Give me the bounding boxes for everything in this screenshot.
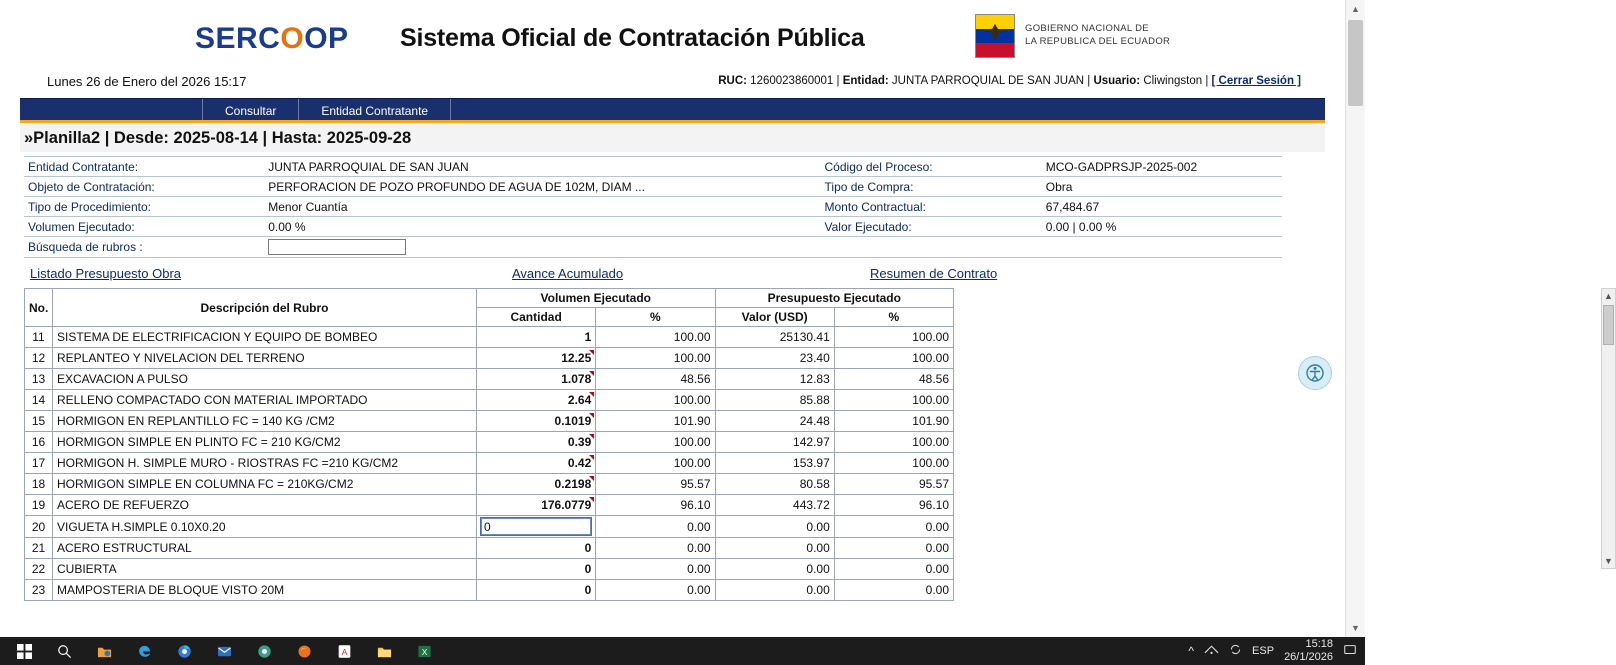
cell-descripcion: VIGUETA H.SIMPLE 0.10X0.20 bbox=[53, 516, 477, 538]
cell-pct-presupuesto: 101.90 bbox=[834, 411, 953, 432]
cell-pct-presupuesto: 100.00 bbox=[834, 432, 953, 453]
scroll-down-icon[interactable]: ▼ bbox=[1604, 556, 1613, 566]
header-group-volumen-ejecutado: Volumen Ejecutado bbox=[477, 289, 716, 308]
cell-descripcion: HORMIGON H. SIMPLE MURO - RIOSTRAS FC =210 KG/CM2 bbox=[53, 453, 477, 474]
table-scrollbar-thumb[interactable] bbox=[1603, 305, 1614, 345]
cell-cantidad-text: 1.078 bbox=[561, 372, 592, 386]
cell-cantidad-text: 12.25 bbox=[561, 351, 592, 365]
summary-value-2: Obra bbox=[1042, 177, 1282, 197]
modified-marker-icon bbox=[589, 455, 594, 460]
cantidad-input[interactable] bbox=[481, 518, 591, 535]
app-icon-excel[interactable] bbox=[404, 637, 444, 665]
rubros-table-body bbox=[25, 327, 954, 601]
table-row bbox=[25, 390, 954, 411]
taskbar-clock[interactable] bbox=[1284, 638, 1333, 663]
summary-label: Entidad Contratante: bbox=[24, 157, 264, 177]
cell-valor: 142.97 bbox=[715, 432, 834, 453]
cell-no: 14 bbox=[25, 390, 53, 411]
table-row bbox=[25, 411, 954, 432]
cell-valor: 0.00 bbox=[715, 559, 834, 580]
main-navigation bbox=[20, 98, 1325, 120]
cell-cantidad-text: 0.39 bbox=[567, 435, 592, 449]
cell-cantidad-text: 2.64 bbox=[567, 393, 592, 407]
clock-date: 26/1/2026 bbox=[1284, 651, 1333, 663]
summary-empty-label bbox=[821, 237, 1042, 258]
cell-descripcion: SISTEMA DE ELECTRIFICACION Y EQUIPO DE BOMBEO bbox=[53, 327, 477, 348]
cell-cantidad-text: 0.2198 bbox=[554, 477, 592, 491]
cell-pct-presupuesto: 100.00 bbox=[834, 453, 953, 474]
cell-pct-volumen: 0.00 bbox=[596, 580, 715, 601]
cell-cantidad[interactable] bbox=[477, 474, 596, 495]
government-emblem-block bbox=[975, 14, 1170, 58]
sync-icon[interactable] bbox=[1229, 643, 1242, 659]
header-valor-usd: Valor (USD) bbox=[715, 308, 834, 327]
header-pct-volumen: % bbox=[596, 308, 715, 327]
nav-item-consultar[interactable]: Consultar bbox=[202, 99, 299, 120]
summary-label-2: Valor Ejecutado: bbox=[821, 217, 1042, 237]
summary-row bbox=[24, 157, 1282, 177]
cell-no: 19 bbox=[25, 495, 53, 516]
cell-no: 23 bbox=[25, 580, 53, 601]
cell-pct-volumen: 101.90 bbox=[596, 411, 715, 432]
table-row bbox=[25, 432, 954, 453]
modified-marker-icon bbox=[589, 350, 594, 355]
table-row bbox=[25, 474, 954, 495]
user-value: Cliwingston bbox=[1143, 75, 1203, 87]
cell-cantidad[interactable]: 0 bbox=[477, 580, 596, 601]
planilla-title: »Planilla2 | Desde: 2025-08-14 | Hasta: 2025-09-28 bbox=[20, 123, 1325, 152]
app-icon-file-explorer[interactable] bbox=[364, 637, 404, 665]
cell-pct-presupuesto: 100.00 bbox=[834, 390, 953, 411]
network-icon[interactable] bbox=[1204, 644, 1219, 659]
app-icon-firefox[interactable] bbox=[284, 637, 324, 665]
cell-pct-presupuesto: 0.00 bbox=[834, 580, 953, 601]
table-row bbox=[25, 369, 954, 390]
cell-cantidad-editor[interactable] bbox=[477, 516, 596, 538]
cell-no: 12 bbox=[25, 348, 53, 369]
cell-cantidad-text: 0.42 bbox=[567, 456, 592, 470]
summary-empty-value bbox=[1042, 237, 1282, 258]
cell-valor: 85.88 bbox=[715, 390, 834, 411]
cell-valor: 0.00 bbox=[715, 580, 834, 601]
sercop-logo bbox=[195, 22, 349, 56]
logo-text-part1: SERC bbox=[195, 22, 281, 55]
user-session-info bbox=[718, 75, 1301, 87]
cell-valor: 0.00 bbox=[715, 538, 834, 559]
modified-marker-icon bbox=[589, 497, 594, 502]
cell-cantidad[interactable] bbox=[477, 369, 596, 390]
cell-pct-volumen: 0.00 bbox=[596, 538, 715, 559]
cell-no: 22 bbox=[25, 559, 53, 580]
cell-no: 15 bbox=[25, 411, 53, 432]
app-icon-adobe-reader[interactable] bbox=[324, 637, 364, 665]
cell-cantidad[interactable] bbox=[477, 390, 596, 411]
language-indicator[interactable]: ESP bbox=[1252, 645, 1275, 657]
table-row bbox=[25, 495, 954, 516]
table-row bbox=[25, 538, 954, 559]
cell-valor: 153.97 bbox=[715, 453, 834, 474]
cell-cantidad[interactable] bbox=[477, 495, 596, 516]
table-row bbox=[25, 580, 954, 601]
modified-marker-icon bbox=[589, 476, 594, 481]
page-scroll-down-icon[interactable]: ▼ bbox=[1351, 623, 1360, 633]
start-button-icon[interactable] bbox=[4, 637, 44, 665]
header-no: No. bbox=[25, 289, 53, 327]
summary-label: Objeto de Contratación: bbox=[24, 177, 264, 197]
notifications-icon[interactable] bbox=[1343, 643, 1357, 660]
cell-pct-volumen: 100.00 bbox=[596, 453, 715, 474]
summary-label-2: Monto Contractual: bbox=[821, 197, 1042, 217]
app-icon-chrome-teal[interactable] bbox=[244, 637, 284, 665]
cell-descripcion: RELLENO COMPACTADO CON MATERIAL IMPORTADO bbox=[53, 390, 477, 411]
modified-marker-icon bbox=[589, 434, 594, 439]
site-header bbox=[20, 0, 1345, 74]
cell-valor: 23.40 bbox=[715, 348, 834, 369]
header-group-presupuesto-ejecutado: Presupuesto Ejecutado bbox=[715, 289, 954, 308]
cell-descripcion: ACERO ESTRUCTURAL bbox=[53, 538, 477, 559]
cell-descripcion: CUBIERTA bbox=[53, 559, 477, 580]
scroll-up-icon[interactable]: ▲ bbox=[1604, 291, 1613, 301]
table-header-group-row bbox=[25, 289, 954, 308]
cell-pct-presupuesto: 100.00 bbox=[834, 327, 953, 348]
sep-2: | bbox=[1087, 75, 1094, 87]
table-row bbox=[25, 516, 954, 538]
cell-descripcion: EXCAVACION A PULSO bbox=[53, 369, 477, 390]
logo-text-o1: O bbox=[280, 22, 305, 55]
rubros-table bbox=[24, 288, 954, 601]
summary-value: PERFORACION DE POZO PROFUNDO DE AGUA DE 102M, DIAM ... bbox=[264, 177, 820, 197]
summary-label: Tipo de Procedimiento: bbox=[24, 197, 264, 217]
cell-valor: 12.83 bbox=[715, 369, 834, 390]
page-scrollbar-thumb[interactable] bbox=[1348, 20, 1363, 106]
rubro-search-label: Búsqueda de rubros : bbox=[24, 237, 264, 258]
svg-text:X: X bbox=[421, 646, 427, 657]
nav-item-entidad-contratante[interactable]: Entidad Contratante bbox=[299, 99, 451, 120]
cell-pct-presupuesto: 0.00 bbox=[834, 516, 953, 538]
logo-text-part2: P bbox=[328, 22, 349, 55]
ecuador-shield-icon bbox=[975, 14, 1015, 58]
cell-pct-volumen: 0.00 bbox=[596, 516, 715, 538]
cell-no: 11 bbox=[25, 327, 53, 348]
cell-pct-volumen: 100.00 bbox=[596, 390, 715, 411]
contract-summary-table bbox=[24, 156, 1282, 258]
page-scroll-up-icon[interactable]: ▲ bbox=[1351, 4, 1360, 14]
table-row bbox=[25, 453, 954, 474]
svg-text:A: A bbox=[341, 646, 347, 657]
section-links bbox=[24, 262, 1282, 288]
government-line-2: LA REPUBLICA DEL ECUADOR bbox=[1025, 36, 1171, 47]
cell-no: 20 bbox=[25, 516, 53, 538]
summary-row bbox=[24, 197, 1282, 217]
summary-value: Menor Cuantía bbox=[264, 197, 820, 217]
summary-value-2: 0.00 | 0.00 % bbox=[1042, 217, 1282, 237]
page-title-main: Sistema Oficial de Contratación Pública bbox=[400, 24, 865, 52]
cell-pct-presupuesto: 96.10 bbox=[834, 495, 953, 516]
sep-1: | bbox=[836, 75, 843, 87]
summary-value: 0.00 % bbox=[264, 217, 820, 237]
app-icon-folder-yellow[interactable] bbox=[84, 637, 124, 665]
cell-cantidad[interactable]: 0 bbox=[477, 559, 596, 580]
cell-cantidad[interactable]: 0 bbox=[477, 538, 596, 559]
app-icon-edge-legacy[interactable] bbox=[124, 637, 164, 665]
cell-descripcion: REPLANTEO Y NIVELACION DEL TERRENO bbox=[53, 348, 477, 369]
taskbar-system-tray bbox=[1188, 638, 1365, 663]
accessibility-widget-icon[interactable] bbox=[1298, 356, 1332, 390]
cell-descripcion: HORMIGON SIMPLE EN COLUMNA FC = 210KG/CM2 bbox=[53, 474, 477, 495]
cell-descripcion: HORMIGON EN REPLANTILLO FC = 140 KG /CM2 bbox=[53, 411, 477, 432]
cell-cantidad[interactable]: 1 bbox=[477, 327, 596, 348]
cell-pct-volumen: 0.00 bbox=[596, 559, 715, 580]
header-pct-presupuesto: % bbox=[834, 308, 953, 327]
app-icon-mail-blue[interactable] bbox=[204, 637, 244, 665]
cell-descripcion: HORMIGON SIMPLE EN PLINTO FC = 210 KG/CM2 bbox=[53, 432, 477, 453]
summary-row bbox=[24, 217, 1282, 237]
modified-marker-icon bbox=[589, 392, 594, 397]
cell-cantidad[interactable] bbox=[477, 411, 596, 432]
user-label: Usuario: bbox=[1093, 75, 1141, 87]
cell-pct-presupuesto: 100.00 bbox=[834, 348, 953, 369]
summary-label-2: Tipo de Compra: bbox=[821, 177, 1042, 197]
rubro-search-cell bbox=[264, 237, 820, 258]
government-label bbox=[1025, 23, 1170, 49]
cell-valor: 443.72 bbox=[715, 495, 834, 516]
modified-marker-icon bbox=[589, 371, 594, 376]
ruc-value: 1260023860001 bbox=[750, 75, 834, 87]
page-scrollbar[interactable] bbox=[1345, 0, 1365, 637]
cell-cantidad-text: 176.0779 bbox=[541, 498, 592, 512]
cell-valor: 80.58 bbox=[715, 474, 834, 495]
summary-search-row bbox=[24, 237, 1282, 258]
government-line-1: GOBIERNO NACIONAL DE bbox=[1025, 23, 1149, 35]
cell-valor: 25130.41 bbox=[715, 327, 834, 348]
ruc-label: RUC: bbox=[718, 75, 747, 87]
cell-no: 13 bbox=[25, 369, 53, 390]
logo-text-o2: O bbox=[304, 22, 329, 55]
app-icon-edge-chromium[interactable] bbox=[164, 637, 204, 665]
summary-label-2: Código del Proceso: bbox=[821, 157, 1042, 177]
cell-cantidad-text: 0.1019 bbox=[554, 414, 592, 428]
cell-pct-presupuesto: 48.56 bbox=[834, 369, 953, 390]
link-listado-presupuesto-obra[interactable]: Listado Presupuesto Obra bbox=[30, 266, 182, 281]
taskbar-icons bbox=[4, 637, 444, 665]
cell-cantidad[interactable] bbox=[477, 432, 596, 453]
cell-pct-volumen: 100.00 bbox=[596, 432, 715, 453]
show-hidden-icons-icon[interactable]: ^ bbox=[1188, 644, 1195, 658]
entity-value: JUNTA PARROQUIAL DE SAN JUAN bbox=[891, 75, 1085, 87]
summary-value-2: 67,484.67 bbox=[1042, 197, 1282, 217]
cell-descripcion: ACERO DE REFUERZO bbox=[53, 495, 477, 516]
cell-pct-volumen: 48.56 bbox=[596, 369, 715, 390]
session-info-bar bbox=[20, 74, 1325, 98]
cell-pct-volumen: 100.00 bbox=[596, 327, 715, 348]
table-row bbox=[25, 327, 954, 348]
modified-marker-icon bbox=[589, 413, 594, 418]
clock-time: 15:18 bbox=[1305, 638, 1333, 651]
cell-pct-volumen: 95.57 bbox=[596, 474, 715, 495]
link-avance-acumulado[interactable]: Avance Acumulado bbox=[512, 266, 624, 281]
summary-value-2: MCO-GADPRSJP-2025-002 bbox=[1042, 157, 1282, 177]
entity-label: Entidad: bbox=[842, 75, 889, 87]
rubros-table-container bbox=[24, 288, 1613, 601]
cell-valor: 24.48 bbox=[715, 411, 834, 432]
summary-label: Volumen Ejecutado: bbox=[24, 217, 264, 237]
link-resumen-de-contrato[interactable]: Resumen de Contrato bbox=[870, 266, 998, 281]
table-row bbox=[25, 348, 954, 369]
cell-no: 18 bbox=[25, 474, 53, 495]
table-scrollbar[interactable] bbox=[1601, 288, 1616, 569]
cell-no: 16 bbox=[25, 432, 53, 453]
cell-descripcion: MAMPOSTERIA DE BLOQUE VISTO 20M bbox=[53, 580, 477, 601]
table-row bbox=[25, 559, 954, 580]
cell-pct-volumen: 100.00 bbox=[596, 348, 715, 369]
search-icon[interactable] bbox=[44, 637, 84, 665]
header-cantidad: Cantidad bbox=[477, 308, 596, 327]
rubro-search-input[interactable] bbox=[268, 239, 406, 255]
cell-cantidad[interactable] bbox=[477, 453, 596, 474]
summary-row bbox=[24, 177, 1282, 197]
cell-valor: 0.00 bbox=[715, 516, 834, 538]
cell-no: 21 bbox=[25, 538, 53, 559]
sep-3: | bbox=[1205, 75, 1212, 87]
current-date-label: Lunes 26 de Enero del 2026 15:17 bbox=[47, 74, 247, 89]
cell-pct-presupuesto: 0.00 bbox=[834, 559, 953, 580]
logout-link[interactable]: [ Cerrar Sesión ] bbox=[1211, 75, 1301, 87]
cell-no: 17 bbox=[25, 453, 53, 474]
cell-pct-volumen: 96.10 bbox=[596, 495, 715, 516]
windows-taskbar bbox=[0, 637, 1365, 665]
cell-pct-presupuesto: 0.00 bbox=[834, 538, 953, 559]
header-descripcion: Descripción del Rubro bbox=[53, 289, 477, 327]
cell-pct-presupuesto: 95.57 bbox=[834, 474, 953, 495]
summary-value: JUNTA PARROQUIAL DE SAN JUAN bbox=[264, 157, 820, 177]
cell-cantidad[interactable] bbox=[477, 348, 596, 369]
